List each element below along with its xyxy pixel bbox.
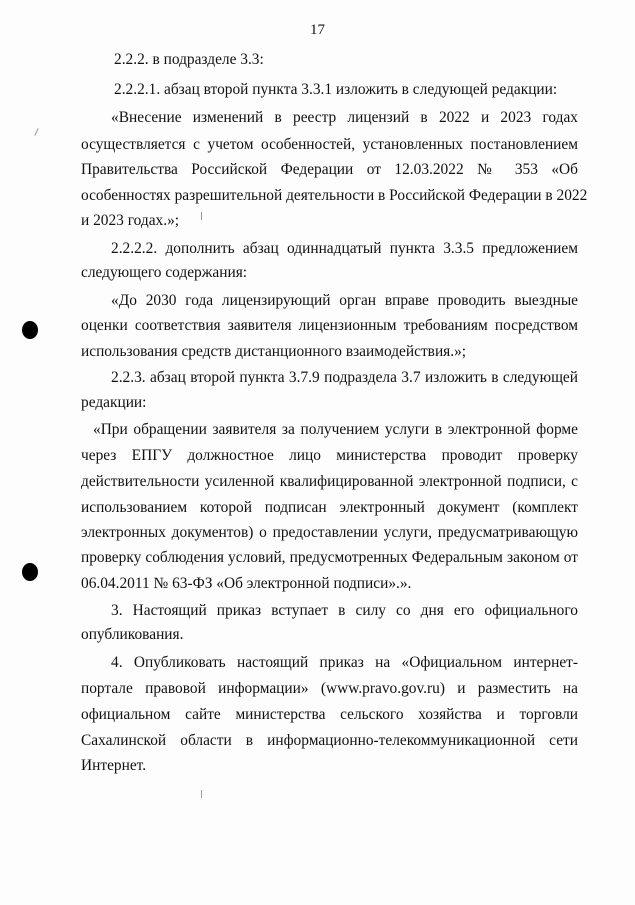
text-line: через ЕПГУ должностное лицо министерства проводит проверку <box>81 447 578 464</box>
text-line: портале правовой информации» (www.pravo.gov.ru) и разместить на <box>81 680 578 697</box>
punch-hole <box>22 321 38 339</box>
page-number: 17 <box>310 22 325 38</box>
text-line: 06.04.2011 № 63-ФЗ «Об электронной подписи».». <box>81 575 412 592</box>
scan-mark <box>34 128 38 136</box>
text-line: Интернет. <box>81 757 147 774</box>
text-line: использованием которой подписан электронный документ (комплект <box>81 499 578 516</box>
text-line: «Внесение изменений в реестр лицензий в 2022 и 2023 годах <box>111 109 578 126</box>
text-line: «При обращении заявителя за получением услуги в электронной форме <box>93 421 578 438</box>
text-line: 2.2.3. абзац второй пункта 3.7.9 подраздела 3.7 изложить в следующей <box>111 369 578 386</box>
text-line: использования средств дистанционного взаимодействия.»; <box>81 343 467 360</box>
text-line: и 2023 годах.»; <box>81 212 180 229</box>
text-line: особенностях разрешительной деятельности в Российской Федерации в 2022 <box>81 187 588 204</box>
text-line: проверку соблюдения условий, предусмотренных Федеральным законом от <box>81 549 578 566</box>
text-line: следующего содержания: <box>81 264 248 281</box>
text-line: 2.2.2.1. абзац второй пункта 3.3.1 изложить в следующей редакции: <box>114 81 558 98</box>
text-line: 3. Настоящий приказ вступает в силу со дня его официального <box>111 602 578 619</box>
text-line: действительности усиленной квалифицированной электронной подписи, с <box>81 473 578 490</box>
text-line: официальном сайте министерства сельского хозяйства и торговли <box>81 706 578 723</box>
scan-mark <box>201 790 202 798</box>
text-line: «До 2030 года лицензирующий орган вправе проводить выездные <box>111 292 578 309</box>
text-line: оценки соответствия заявителя лицензионным требованиям посредством <box>81 317 578 334</box>
text-line: 2.2.2. в подразделе 3.3: <box>114 51 264 68</box>
text-line: Сахалинской области в информационно-телекоммуникационной сети <box>81 732 578 749</box>
text-line: 2.2.2.2. дополнить абзац одиннадцатый пункта 3.3.5 предложением <box>111 240 578 257</box>
text-line: осуществляется с учетом особенностей, установленных постановлением <box>81 136 578 153</box>
text-line: редакции: <box>81 394 147 411</box>
punch-hole <box>22 563 38 581</box>
text-line: 4. Опубликовать настоящий приказ на «Официальном интернет- <box>111 654 578 671</box>
text-line: электронных документов) о предоставлении услуги, предусматривающую <box>81 524 578 541</box>
text-line: опубликования. <box>81 626 184 643</box>
text-line: Правительства Российской Федерации от 12.03.2022 № 353 «Об <box>81 161 578 178</box>
